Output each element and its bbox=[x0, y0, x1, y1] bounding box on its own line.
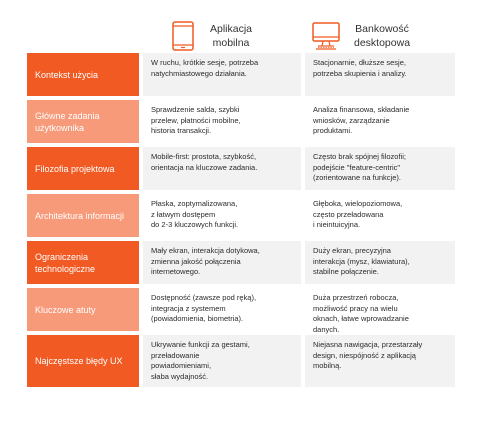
mobile-cell-text: Mobile-first: prostota, szybkość, orientacja na kluczowe zadania. bbox=[151, 152, 258, 172]
table-row bbox=[27, 100, 455, 143]
desktop-column-title: Bankowość desktopowa bbox=[354, 23, 411, 49]
table-row bbox=[27, 147, 455, 190]
row-label-text: Architektura informacji bbox=[35, 210, 125, 221]
mobile-cell bbox=[143, 194, 301, 237]
table-row bbox=[27, 53, 455, 96]
row-label bbox=[27, 147, 139, 190]
mobile-cell bbox=[143, 53, 301, 96]
desktop-cell bbox=[305, 53, 455, 96]
row-label-text: Filozofia projektowa bbox=[35, 163, 115, 174]
row-label bbox=[27, 194, 139, 237]
row-label bbox=[27, 241, 139, 284]
desktop-cell-text: Często brak spójnej filozofii; podejście "feature-centric" (zorientowane na funkcje). bbox=[313, 152, 406, 182]
mobile-cell bbox=[143, 335, 301, 387]
mobile-column-header bbox=[172, 14, 252, 58]
desktop-cell bbox=[305, 335, 455, 387]
table-row bbox=[27, 241, 455, 284]
table-row bbox=[27, 288, 455, 334]
row-label bbox=[27, 53, 139, 96]
desktop-cell bbox=[305, 147, 455, 190]
desktop-cell-text: Analiza finansowa, składanie wniosków, zarządzanie produktami. bbox=[313, 105, 410, 135]
table-row bbox=[27, 335, 455, 387]
desktop-cell bbox=[305, 241, 455, 284]
row-label bbox=[27, 288, 139, 331]
mobile-column-title: Aplikacja mobilna bbox=[210, 23, 253, 49]
mobile-cell bbox=[143, 241, 301, 284]
mobile-cell bbox=[143, 100, 301, 143]
column-headers bbox=[0, 14, 480, 58]
mobile-cell-text: W ruchu, krótkie sesje, potrzeba natychmiastowego działania. bbox=[151, 58, 259, 78]
row-label bbox=[27, 335, 139, 387]
row-label-text: Kontekst użycia bbox=[35, 69, 99, 80]
mobile-cell-text: Dostępność (zawsze pod ręką), integracja z systemem (powiadomienia, biometria). bbox=[151, 293, 257, 323]
mobile-cell bbox=[143, 288, 301, 331]
desktop-cell-text: Głęboka, wielopoziomowa, często przeładowana i nieintuicyjna. bbox=[313, 199, 403, 229]
row-label bbox=[27, 100, 139, 143]
row-label-text: Kluczowe atuty bbox=[35, 304, 96, 315]
mobile-cell-text: Płaska, zoptymalizowana, z łatwym dostępem do 2-3 kluczowych funkcji. bbox=[151, 199, 239, 229]
mobile-cell-text: Mały ekran, interakcja dotykowa, zmienna jakość połączenia internetowego. bbox=[151, 246, 260, 276]
row-label-text: Główne zadania użytkownika bbox=[35, 110, 100, 133]
desktop-cell bbox=[305, 194, 455, 237]
desktop-cell-text: Duży ekran, precyzyjna interakcja (mysz, klawiatura), stabilne połączenie. bbox=[313, 246, 410, 276]
desktop-column-header bbox=[312, 14, 410, 58]
mobile-cell bbox=[143, 147, 301, 190]
desktop-cell-text: Stacjonarnie, dłuższe sesje, potrzeba skupienia i analizy. bbox=[313, 58, 407, 78]
row-label-text: Ograniczenia technologiczne bbox=[35, 251, 96, 274]
desktop-cell bbox=[305, 100, 455, 143]
table-row bbox=[27, 194, 455, 237]
desktop-cell bbox=[305, 288, 455, 334]
mobile-cell-text: Sprawdzenie salda, szybki przelew, płatności mobilne, historia transakcji. bbox=[151, 105, 241, 135]
row-label-text: Najczęstsze błędy UX bbox=[35, 356, 123, 366]
desktop-cell-text: Niejasna nawigacja, przestarzały design, niespójność z aplikacją mobilną. bbox=[313, 340, 423, 370]
desktop-computer-icon bbox=[312, 22, 340, 50]
comparison-table bbox=[27, 53, 455, 391]
smartphone-icon bbox=[172, 21, 194, 51]
mobile-cell-text: Ukrywanie funkcji za gestami, przeładowanie powiadomieniami, słaba wydajność. bbox=[151, 340, 250, 381]
desktop-cell-text: Duża przestrzeń robocza, możliwość pracy na wielu oknach, łatwe wprowadzanie danych. bbox=[313, 293, 409, 334]
